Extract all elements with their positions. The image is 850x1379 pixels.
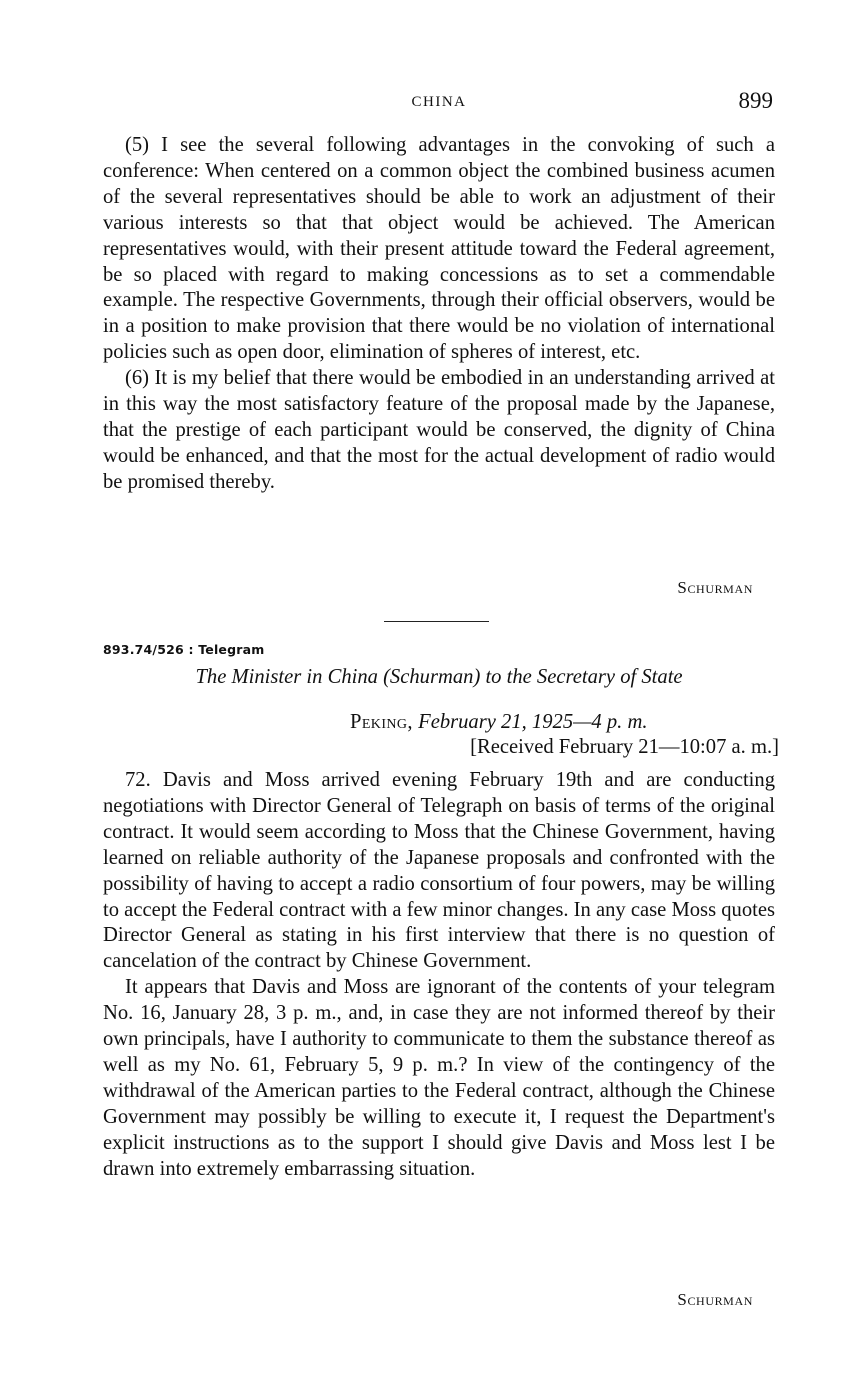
paragraph-5: (5) I see the several following advantages in the convoking of such a conference: When centered on a common object the combined business acumen of the several representatives should be able to work an adjustment of their various interests so that that object would be achieved. The American representatives would, with their present attitude toward the Federal agreement, be so placed with regard to making concessions as to set a commendable example. The respective Governments, through their official observers, would be in a position to make provision that there would be no violation of international policies such as open door, elimination of spheres of interest, etc. bbox=[103, 134, 775, 364]
paragraph-72: 72. Davis and Moss arrived evening February 19th and are conducting negotiations with Director General of Telegraph on basis of terms of the original contract. It would seem according to Moss that the Chinese Government, having learned on reliable authority of the Japanese proposals and confronted with the possibility of having to accept a radio consortium of four powers, may be willing to accept the Federal contract with a few minor changes. In any case Moss quotes Director General as stating in his first interview that there is no question of cancelation of the contract by Chinese Government. bbox=[103, 769, 775, 973]
signature: Schurman bbox=[677, 578, 753, 597]
dateline bbox=[350, 711, 648, 734]
file-reference: 893.74/526 : Telegram bbox=[103, 642, 265, 657]
running-header bbox=[103, 88, 775, 118]
signature: Schurman bbox=[677, 1290, 753, 1309]
telegram-body bbox=[103, 768, 775, 1183]
page-number: 899 bbox=[738, 88, 773, 113]
signature-block-2 bbox=[103, 1290, 775, 1310]
received-line: [Received February 21—10:07 a. m.] bbox=[470, 736, 779, 758]
document-title: The Minister in China (Schurman) to the Secretary of State bbox=[195, 666, 683, 688]
dateline-date: February 21, 1925—4 p. m. bbox=[418, 711, 648, 733]
section1-body bbox=[103, 133, 775, 496]
signature-block-1 bbox=[103, 578, 775, 598]
paragraph-6: (6) It is my belief that there would be embodied in an understanding arrived at in this way the most satisfactory feature of the proposal made by the Japanese, that the prestige of each participant would be conserved, the dignity of China would be enhanced, and that the most for the actual development of radio would be promised thereby. bbox=[103, 367, 775, 493]
section-divider bbox=[384, 621, 489, 622]
paragraph-followup: It appears that Davis and Moss are ignorant of the contents of your telegram No. 16, January 28, 3 p. m., and, in case they are not informed thereof by their own principals, have I authority to communicate to them the substance thereof as well as my No. 61, February 5, 9 p. m.? In view of the contingency of the withdrawal of the American parties to the Federal contract, although the Chinese Government may possibly be willing to execute it, I request the Department's explicit instructions as to the support I should give Davis and Moss lest I be drawn into extremely embarrassing situation. bbox=[103, 976, 775, 1180]
dateline-place: Peking, bbox=[350, 711, 413, 733]
running-title: CHINA bbox=[411, 94, 467, 110]
